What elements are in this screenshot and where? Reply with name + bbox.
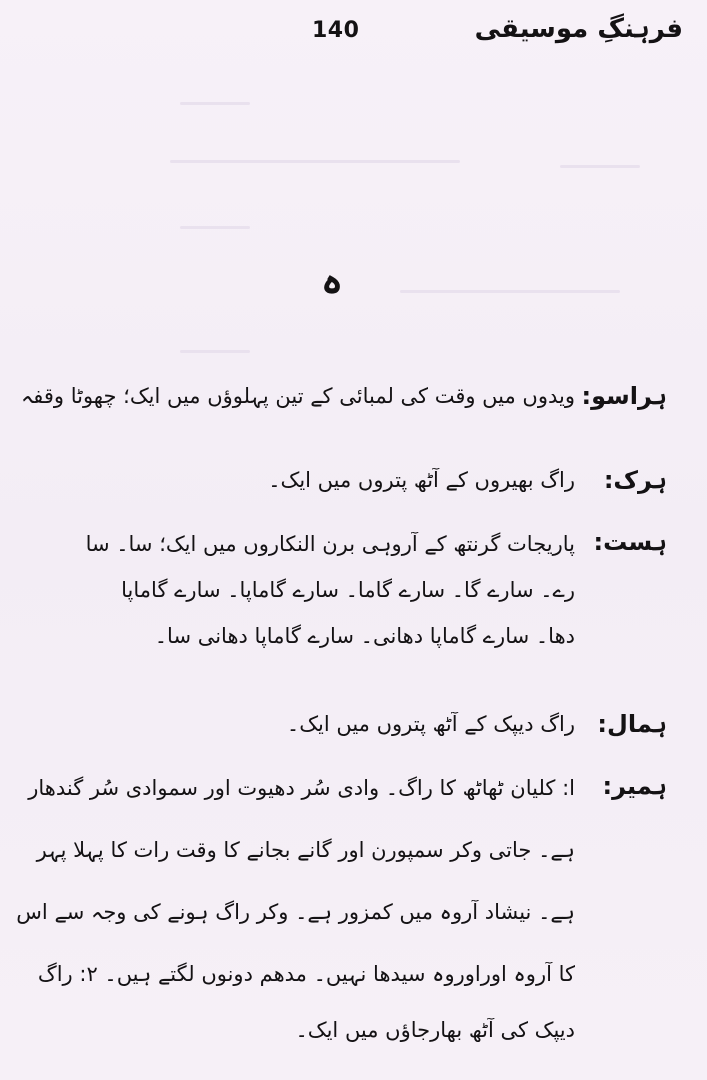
book-title: فرہنگِ موسیقی — [474, 14, 683, 44]
entry-definition-line: رے۔ سارے گا۔ سارے گاما۔ سارے گاماپا۔ سارے گاماپا — [121, 578, 575, 602]
entry-definition-line: پاریجات گرنتھ کے آروہی برن النکاروں میں ایک؛ سا۔ سا — [85, 532, 575, 556]
entry-definition-line: ا: کلیان ٹھاٹھ کا راگ۔ وادی سُر دھیوت اور سموادی سُر گندھار — [28, 776, 575, 800]
entry-definition-line: راگ دیپک کے آٹھ پتروں میں ایک۔ — [286, 712, 575, 736]
entry-term: ہرک: — [603, 466, 667, 494]
section-letter: ہ — [320, 258, 344, 302]
entry-term: ہست: — [593, 528, 667, 556]
entry-term: ہراسو: — [581, 382, 667, 410]
entry-term: ہمیر: — [602, 772, 667, 800]
entry-definition-line: ویدوں میں وقت کی لمبائی کے تین پہلوؤں میں ایک؛ چھوٹا وقفہ — [20, 384, 575, 408]
entry-definition-line: ہے۔ نیشاد آروہ میں کمزور ہے۔ وکر راگ ہونے کی وجہ سے اس — [16, 900, 575, 924]
entry-definition-line: راگ بھیروں کے آٹھ پتروں میں ایک۔ — [268, 468, 575, 492]
entry-definition-line: کا آروہ اوراوروہ سیدھا نہیں۔ مدھم دونوں لگتے ہیں۔ ۲: راگ — [37, 962, 575, 986]
page-number: 140 — [312, 18, 360, 43]
entry-term: ہمال: — [597, 710, 667, 738]
entry-definition-line: دھا۔ سارے گاماپا دھانی۔ سارے گاماپا دھانی سا۔ — [154, 624, 575, 648]
entry-definition-line: دیپک کی آٹھ بھارجاؤں میں ایک۔ — [295, 1018, 575, 1042]
entry-definition-line: ہے۔ جاتی وکر سمپورن اور گانے بجانے کا وقت رات کا پہلا پہر — [36, 838, 575, 862]
